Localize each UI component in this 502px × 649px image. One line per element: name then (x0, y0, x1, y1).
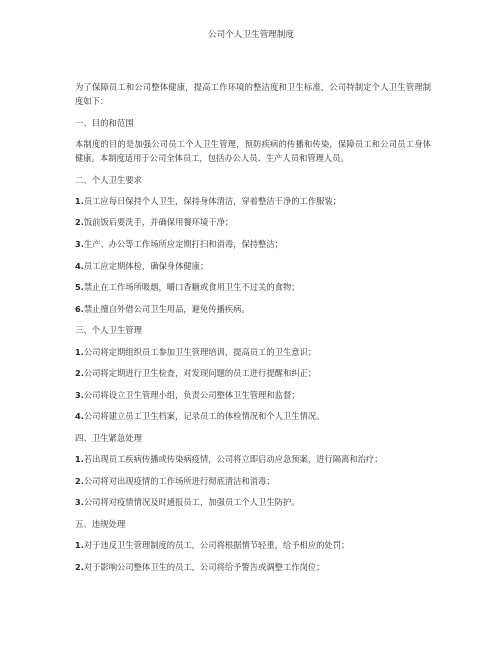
list-item (75, 367, 435, 379)
list-item (75, 281, 435, 293)
section-heading: 二、个人卫生要求 (75, 175, 142, 185)
list-item (75, 496, 435, 508)
list-item-number: 5. (75, 282, 84, 292)
list-item-text: 公司将建立员工卫生档案，记录员工的体检情况和个人卫生情况。 (83, 411, 325, 421)
list-item-text: 生产、办公等工作场所应定期打扫和消毒，保持整洁； (83, 239, 283, 249)
intro-paragraph: 为了保障员工和公司整体健康，提高工作环境的整洁度和卫生标准，公司特制定个人卫生管理制度如下： (75, 82, 431, 106)
list-item-text: 饭前饭后要洗手，并确保用餐环境干净； (83, 217, 234, 227)
list-item-text: 若出现员工疾病传播或传染病疫情，公司将立即启动应急预案，进行隔离和治疗； (83, 454, 383, 464)
list-item-text: 禁止擅自外借公司卫生用品，避免传播疾病。 (83, 304, 250, 314)
document-title: 公司个人卫生管理制度 (208, 30, 294, 40)
list-item-text: 公司将对疫情情况及时通报员工，加强员工个人卫生防护。 (83, 497, 300, 507)
list-item (75, 238, 435, 250)
section-paragraph: 本制度的目的是加强公司员工个人卫生管理，预防疾病的传播和传染，保障员工和公司员工身体健康。本制度适用于公司全体员工，包括办公人员、生产人员和管理人员。 (75, 139, 431, 163)
list-item (75, 389, 435, 401)
list-item-text: 禁止在工作场所吸烟，嚼口香糖或食用卫生不过关的食物； (83, 282, 300, 292)
list-item-text: 对于违反卫生管理制度的员工，公司将根据情节轻重，给予相应的处罚； (83, 540, 350, 550)
list-item-number: 6. (75, 304, 84, 314)
list-item (75, 539, 435, 551)
list-item-number: 4. (75, 261, 84, 271)
list-item-number: 1. (75, 540, 84, 550)
list-item-text: 公司将对出现疫情的工作场所进行彻底清洁和消毒； (83, 476, 275, 486)
section-heading: 三、个人卫生管理 (75, 325, 142, 335)
list-item-number: 1. (75, 454, 84, 464)
list-item (75, 303, 435, 315)
list-item-number: 4. (75, 411, 84, 421)
list-item-number: 3. (75, 497, 84, 507)
list-item (75, 260, 435, 272)
list-item-number: 2. (75, 368, 84, 378)
list-item-number: 1. (75, 347, 84, 357)
list-item-number: 1. (75, 196, 84, 206)
list-item (75, 475, 435, 487)
list-item-text: 公司将设立卫生管理小组，负责公司整体卫生管理和监督； (83, 390, 300, 400)
section-heading: 四、卫生紧急处理 (75, 433, 142, 443)
list-item (75, 216, 435, 228)
list-item-text: 公司将定期组织员工参加卫生管理培训，提高员工的卫生意识； (83, 347, 317, 357)
section-heading: 五、违规处理 (75, 519, 126, 529)
list-item (75, 453, 435, 465)
list-item-text: 员工应每日保持个人卫生，保持身体清洁，穿着整洁干净的工作服装； (83, 196, 342, 206)
list-item (75, 346, 435, 358)
list-item-number: 3. (75, 390, 84, 400)
list-item-text: 公司将定期进行卫生检查，对发现问题的员工进行提醒和纠正； (83, 368, 317, 378)
list-item-number: 2. (75, 476, 84, 486)
list-item-number: 2. (75, 562, 84, 572)
list-item-text: 员工应定期体检，确保身体健康； (83, 261, 209, 271)
list-item (75, 195, 435, 207)
list-item (75, 561, 435, 573)
list-item-number: 2. (75, 217, 84, 227)
list-item-text: 对于影响公司整体卫生的员工，公司将给予警告或调整工作岗位； (83, 562, 325, 572)
section-heading: 一、目的和范围 (75, 118, 134, 128)
list-item-number: 3. (75, 239, 84, 249)
list-item (75, 410, 435, 422)
